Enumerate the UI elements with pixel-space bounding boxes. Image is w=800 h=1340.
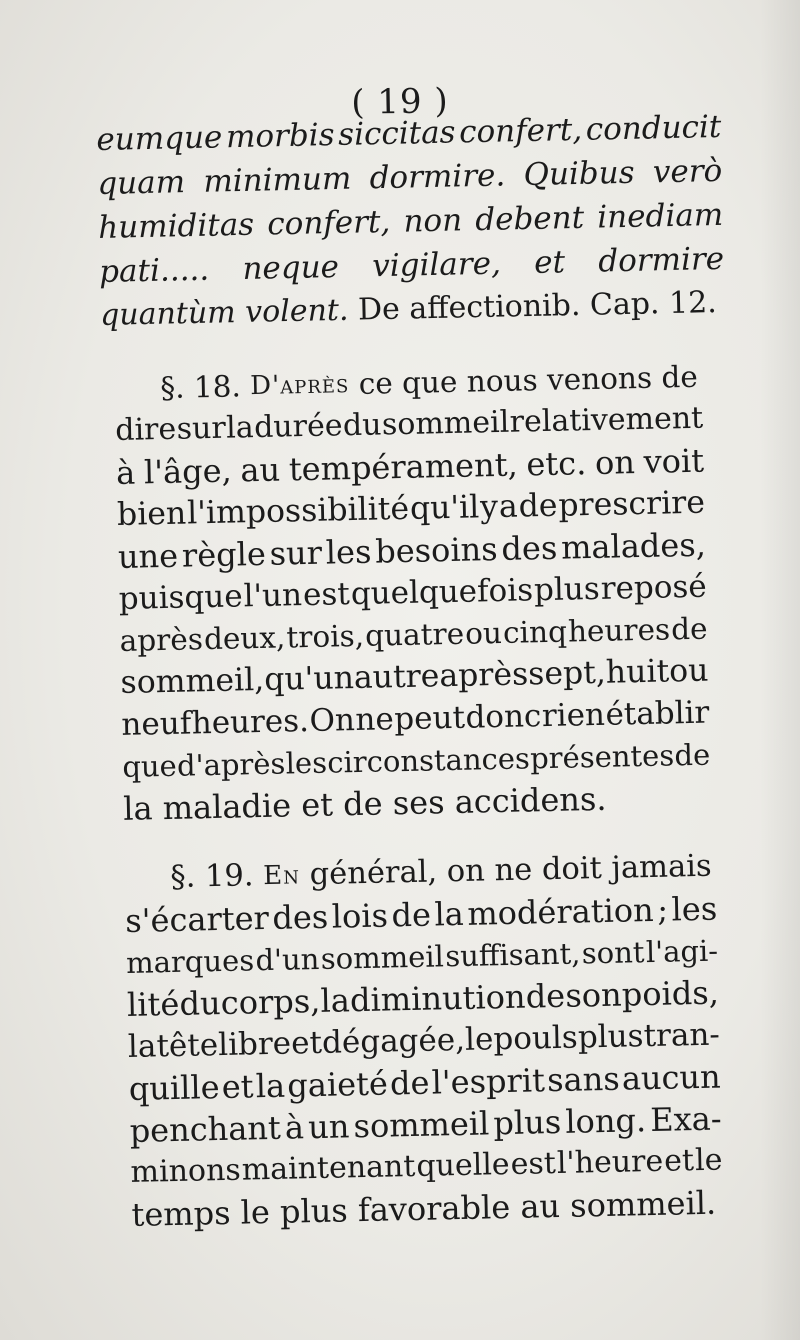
word: long. (564, 1101, 647, 1141)
word: heures. (191, 702, 310, 742)
word: huit (605, 653, 670, 691)
word: et (221, 1067, 254, 1106)
word: malades, (560, 525, 707, 567)
word: verò (652, 152, 723, 191)
page-number: ( 19 ) (350, 81, 450, 123)
word: de (389, 1063, 430, 1103)
word: sommeil (320, 939, 445, 976)
word: reposé (600, 568, 708, 607)
word: les (285, 745, 328, 781)
word: et (663, 1143, 695, 1179)
word: sur (269, 533, 323, 573)
section-mark: §. 18. (160, 369, 242, 406)
word: morbis (225, 117, 335, 156)
word: siccitas (337, 114, 456, 153)
line-text: la maladie et de ses accidens. (122, 779, 607, 828)
word: des (501, 528, 558, 568)
word: sommeil (381, 404, 510, 443)
word: les (325, 532, 372, 572)
word: puisque (118, 578, 243, 617)
word: de (518, 487, 558, 525)
word: gaieté (286, 1064, 389, 1105)
word: quelquefois (350, 572, 534, 613)
word: heures (567, 612, 671, 649)
word: du (179, 984, 222, 1023)
word: à (115, 453, 136, 492)
word: de (670, 611, 708, 647)
word: conducit (585, 108, 722, 148)
word: marques (125, 943, 255, 980)
word: la (434, 894, 465, 934)
word: ou (668, 652, 709, 690)
word: diminution (349, 977, 526, 1020)
word: plus (577, 1018, 644, 1056)
word: plus (533, 570, 601, 609)
word: règle (181, 534, 267, 575)
lead-word: En (262, 860, 301, 892)
word: tempérament, (288, 445, 519, 489)
word: d'un (255, 941, 320, 978)
word: On (309, 702, 356, 739)
word: sept, (527, 654, 607, 693)
word: du (342, 407, 382, 444)
word: sur (176, 410, 227, 447)
citation: De affectionib. Cap. 12. (357, 285, 718, 328)
word: y (479, 488, 499, 526)
word: est (510, 1146, 557, 1182)
word: le (464, 1021, 494, 1058)
word: pouls (493, 1019, 579, 1058)
word: quam (97, 164, 186, 202)
word: après (119, 622, 204, 658)
word: d'après (176, 746, 286, 783)
word: bien (116, 495, 187, 533)
paragraph-section-18 (114, 356, 712, 830)
latin-quotation (96, 105, 725, 338)
word: sommeil (353, 1104, 490, 1146)
word: sans (546, 1059, 621, 1100)
word: relativement (509, 400, 704, 440)
word: non (403, 202, 463, 240)
word: penchant (129, 1108, 282, 1150)
word: établir (605, 694, 710, 733)
word: neuf (121, 705, 192, 743)
word: tête (156, 1027, 219, 1065)
word: debent (474, 199, 585, 239)
word: quille (128, 1068, 220, 1108)
word: suffisant, (444, 936, 581, 974)
word: de (391, 895, 432, 935)
word: pati..... (98, 251, 210, 290)
word: à (284, 1108, 305, 1147)
line-text: temps le plus favorable au sommeil. (131, 1183, 717, 1234)
word: dormire (597, 240, 725, 280)
word: inediam (596, 196, 724, 236)
word: la (255, 1066, 286, 1106)
word: l'esprit (431, 1061, 546, 1102)
word: confert, (266, 203, 391, 243)
word: que (122, 748, 178, 784)
word: prescrire (558, 484, 706, 524)
word: donc (465, 698, 542, 736)
word: etc. (525, 444, 587, 484)
word: humiditas (97, 206, 255, 246)
line-text: général, on ne doit jamais (309, 848, 712, 893)
word: sommeil, (120, 661, 265, 701)
word: aucun (621, 1057, 722, 1098)
line-text: quantùm volent. (99, 292, 349, 333)
line-text: ce que nous venons de (358, 359, 699, 401)
word: quatre (364, 616, 465, 653)
word: au (240, 450, 281, 490)
word: Quibus (523, 154, 635, 194)
word: dormire. (369, 157, 506, 197)
word: l'impossibilité (186, 490, 410, 532)
word: neque (242, 248, 340, 287)
word: poids, (621, 973, 720, 1014)
word: a (498, 488, 519, 525)
word: circonstances (326, 741, 531, 780)
word: sont (581, 935, 645, 971)
lead-word: D'après (249, 369, 350, 402)
word: ; (656, 890, 669, 929)
word: durée (253, 408, 343, 446)
page-edge-shadow (760, 0, 800, 1340)
word: peut (393, 699, 466, 738)
word: Exa- (649, 1099, 722, 1140)
word: on (594, 443, 636, 482)
word: la (225, 410, 255, 446)
word: ou (464, 615, 503, 651)
word: après (439, 656, 529, 695)
word: présentes (529, 738, 675, 776)
word: tran- (643, 1016, 721, 1055)
word: confert, (458, 111, 583, 151)
word: les (671, 889, 718, 929)
word: deux, (203, 620, 286, 657)
word: lité (126, 984, 180, 1024)
word: modération (466, 890, 655, 933)
word: corps, (220, 981, 321, 1022)
word: dire (114, 411, 177, 448)
word: un (307, 1107, 350, 1147)
word: besoins (374, 530, 498, 571)
word: de (674, 737, 711, 773)
word: l'un (243, 577, 303, 615)
section-mark: §. 19. (170, 858, 254, 896)
word: l'agi- (645, 933, 719, 970)
word: la (320, 981, 351, 1020)
word: autre (353, 658, 440, 697)
word: minons (130, 1152, 242, 1190)
word: trois, (286, 618, 365, 655)
word: une (117, 536, 179, 576)
word: s'écarter (124, 898, 270, 940)
word: dégagée, (321, 1021, 466, 1061)
word: minimum (202, 160, 352, 200)
word: de (525, 976, 566, 1016)
word: qu'un (263, 660, 355, 698)
paragraph-section-19 (124, 846, 724, 1236)
word: eumque (96, 119, 223, 158)
word: quelle (416, 1146, 510, 1184)
word: le (694, 1142, 723, 1179)
word: qu'il (409, 489, 480, 527)
word: la (127, 1028, 157, 1065)
word: plus (493, 1102, 562, 1143)
word: maintenant (241, 1148, 416, 1188)
word: est (302, 576, 351, 614)
word: l'heure (556, 1143, 664, 1181)
word: et (290, 1024, 323, 1062)
word: vigilare, (371, 245, 502, 285)
word: son (564, 975, 623, 1015)
word: des (271, 897, 329, 937)
word: l'âge, (143, 451, 233, 492)
word: et (533, 244, 566, 281)
word: lois (331, 896, 389, 936)
word: ne (355, 701, 395, 739)
word: voit (643, 441, 705, 481)
word: libre (217, 1025, 292, 1064)
word: rien (541, 696, 606, 735)
word: cinq (502, 614, 568, 650)
